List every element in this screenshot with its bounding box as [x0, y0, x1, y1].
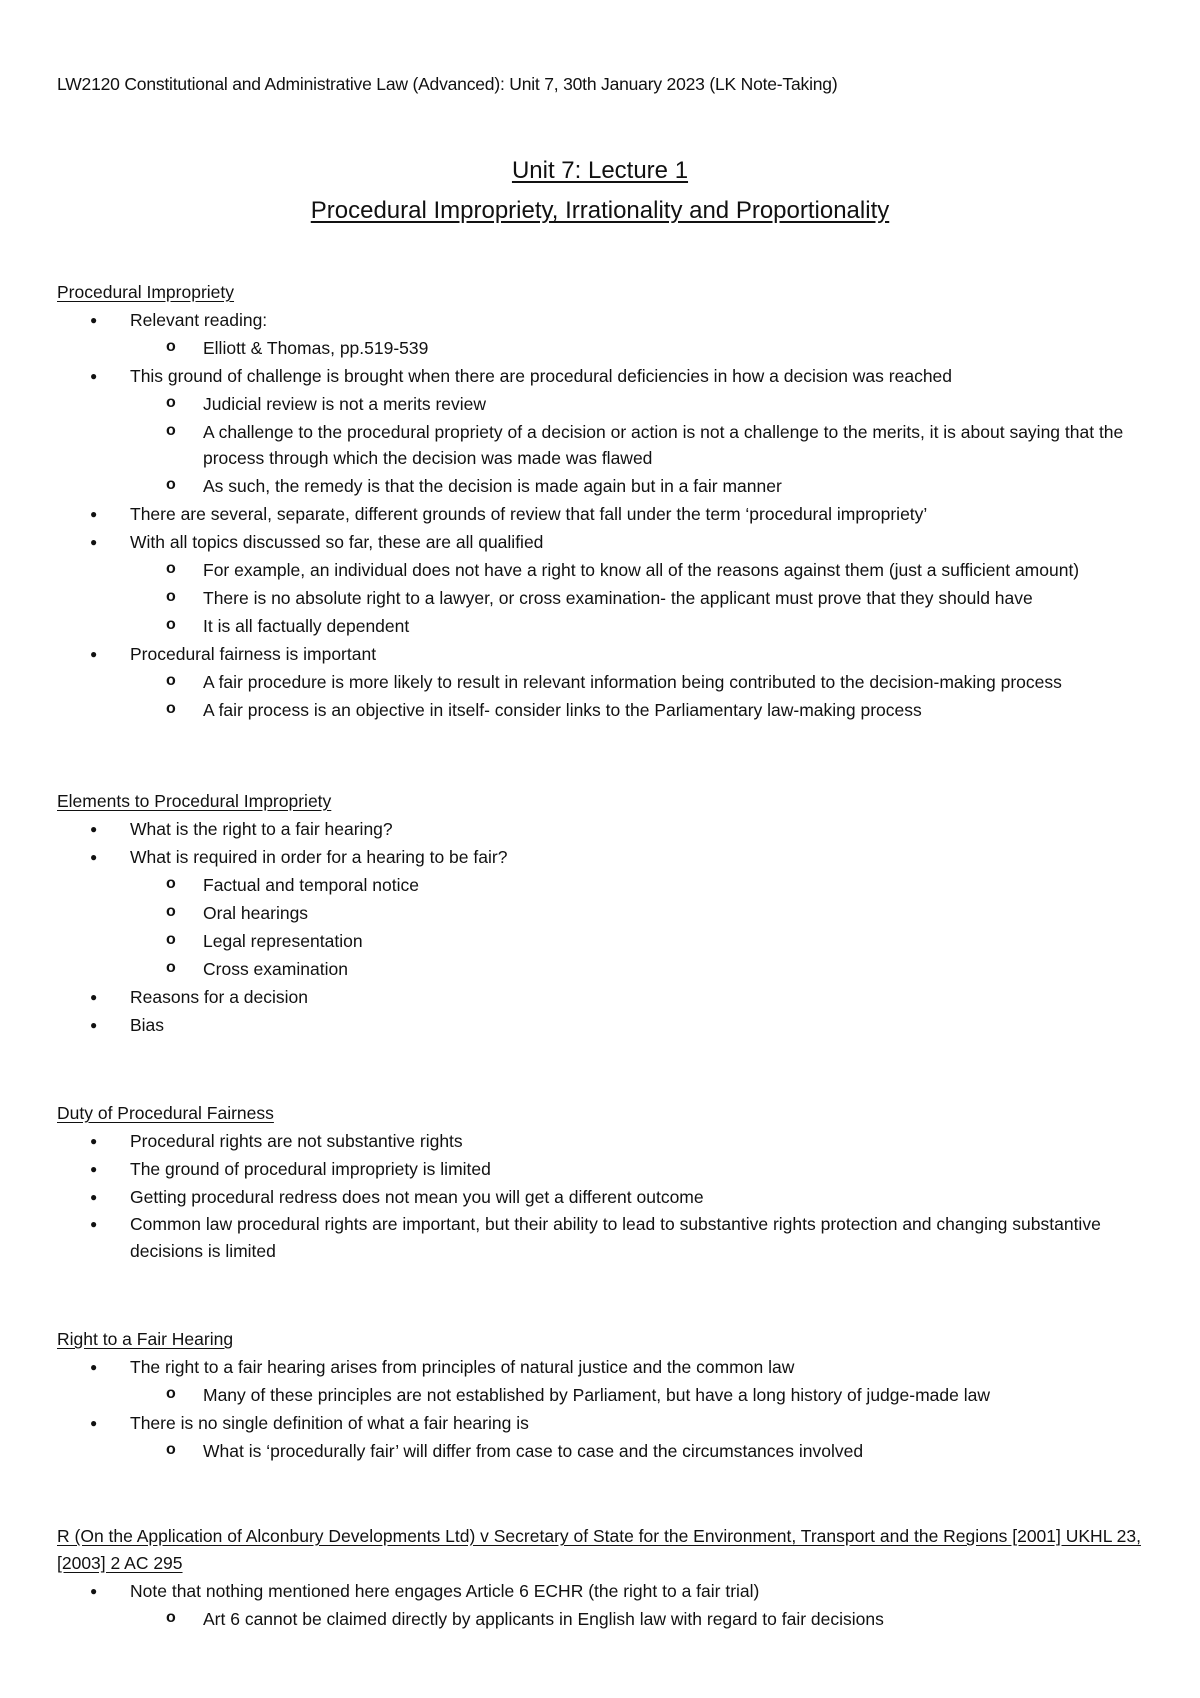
- bullet-item: ● There is no single definition of what a fair hearing is: [57, 1409, 1157, 1437]
- sub-bullet-item: o Art 6 cannot be claimed directly by applicants in English law with regard to fair decisions: [57, 1605, 1157, 1633]
- lecture-subtitle: Procedural Impropriety, Irrationality and Proportionality: [310, 197, 890, 224]
- sub-bullet-item: o For example, an individual does not have a right to know all of the reasons against them (just a sufficient amount): [57, 556, 1157, 584]
- sub-bullet-item: o Legal representation: [57, 927, 1157, 955]
- bullet-item: ● What is the right to a fair hearing?: [57, 815, 1157, 843]
- sub-bullet-item: o Oral hearings: [57, 899, 1157, 927]
- bullet-item: ● The right to a fair hearing arises from principles of natural justice and the common law: [57, 1353, 1157, 1381]
- section-heading: Procedural Impropriety: [57, 282, 235, 302]
- section-heading: Duty of Procedural Fairness: [57, 1103, 274, 1123]
- section-alconbury-case: [57, 1523, 1157, 1633]
- sub-bullet-item: o Cross examination: [57, 955, 1157, 983]
- sub-bullet-item: o Judicial review is not a merits review: [57, 390, 1157, 418]
- bullet-item: ● Procedural rights are not substantive rights: [57, 1127, 1157, 1155]
- sub-bullet-item: o It is all factually dependent: [57, 612, 1157, 640]
- bullet-item: ● What is required in order for a hearing to be fair?: [57, 843, 1157, 871]
- sub-bullet-item: o Factual and temporal notice: [57, 871, 1157, 899]
- case-heading: R (On the Application of Alconbury Developments Ltd) v Secretary of State for the Environment, Transport and the Regions [2001] UKHL 23, [2003] 2 AC 295: [57, 1526, 1141, 1573]
- bullet-item: ● Procedural fairness is important: [57, 640, 1157, 668]
- sub-bullet-item: o Elliott & Thomas, pp.519-539: [57, 334, 1157, 362]
- bullet-item: ● Reasons for a decision: [57, 983, 1157, 1011]
- section-procedural-impropriety: [57, 278, 1157, 724]
- sub-bullet-item: o What is ‘procedurally fair’ will differ from case to case and the circumstances involved: [57, 1437, 1157, 1465]
- bullet-item: ● Getting procedural redress does not mean you will get a different outcome: [57, 1183, 1157, 1211]
- bullet-item: ● Note that nothing mentioned here engages Article 6 ECHR (the right to a fair trial): [57, 1577, 1157, 1605]
- bullet-item: ● This ground of challenge is brought when there are procedural deficiencies in how a decision was reached: [57, 362, 1157, 390]
- sub-bullet-item: o A challenge to the procedural propriety of a decision or action is not a challenge to the merits, it is about saying that the process through which the decision was made was flawed: [57, 419, 1163, 471]
- bullet-item: ● The ground of procedural impropriety is limited: [57, 1155, 1157, 1183]
- section-heading: Elements to Procedural Impropriety: [57, 791, 332, 811]
- sub-bullet-item: o Many of these principles are not established by Parliament, but have a long history of judge-made law: [57, 1381, 1157, 1409]
- section-duty-of-procedural-fairness: [57, 1099, 1157, 1265]
- document-header: LW2120 Constitutional and Administrative Law (Advanced): Unit 7, 30th January 2023 (LK Note-Taking): [57, 74, 838, 94]
- sub-bullet-item: o As such, the remedy is that the decision is made again but in a fair manner: [57, 472, 1157, 500]
- sub-bullet-item: o There is no absolute right to a lawyer, or cross examination- the applicant must prove that they should have: [57, 584, 1157, 612]
- section-elements-to-procedural-impropriety: [57, 787, 1157, 1039]
- section-right-to-a-fair-hearing: [57, 1325, 1157, 1465]
- section-heading: Right to a Fair Hearing: [57, 1329, 234, 1349]
- bullet-item: ● Common law procedural rights are important, but their ability to lead to substantive rights protection and changing substantive decisions is limited: [57, 1211, 1160, 1265]
- sub-bullet-item: o A fair process is an objective in itself- consider links to the Parliamentary law-making process: [57, 696, 1157, 724]
- lecture-title: Unit 7: Lecture 1: [511, 157, 689, 184]
- bullet-item: ● Bias: [57, 1011, 1157, 1039]
- bullet-item: ● There are several, separate, different grounds of review that fall under the term ‘procedural impropriety’: [57, 500, 1157, 528]
- bullet-item: ● With all topics discussed so far, these are all qualified: [57, 528, 1157, 556]
- sub-bullet-item: o A fair procedure is more likely to result in relevant information being contributed to the decision-making process: [57, 668, 1157, 696]
- bullet-item: ● Relevant reading:: [57, 306, 1157, 334]
